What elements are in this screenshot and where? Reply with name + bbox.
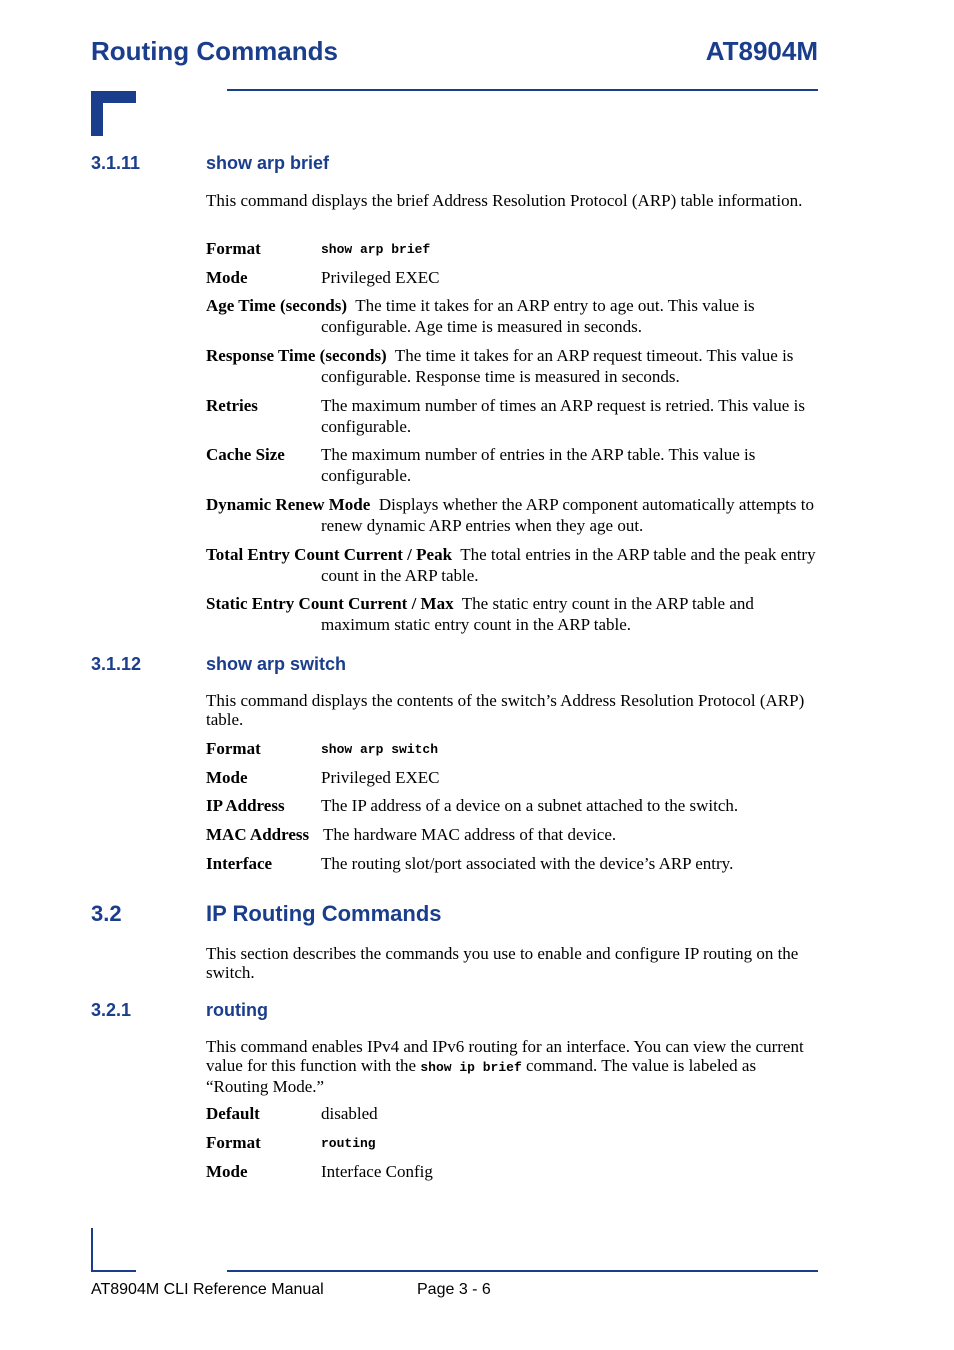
format-row: [206, 238, 818, 259]
def-text: The time it takes for an ARP request timeout. This value is configurable. Response time is measured in seconds.: [321, 346, 794, 386]
mode-label: Mode: [206, 268, 248, 287]
intro-ip-routing: This section describes the commands you use to enable and configure IP routing on the switch.: [206, 944, 799, 982]
footer-corner-mark: [91, 1228, 93, 1272]
row-text: The hardware MAC address of that device.: [323, 825, 617, 844]
format-label: Format: [206, 1133, 261, 1152]
mode-value: Privileged EXEC: [321, 768, 440, 787]
row-text: The routing slot/port associated with the device’s ARP entry.: [321, 854, 734, 873]
row-ip-address: [206, 795, 818, 816]
section-title: IP Routing Commands: [206, 901, 442, 926]
def-age-time: [206, 295, 818, 337]
row-interface: [206, 853, 818, 874]
def-label: Total Entry Count Current / Peak: [206, 545, 453, 564]
def-text: The time it takes for an ARP entry to age out. This value is configurable. Age time is measured in seconds.: [321, 296, 755, 336]
format-label: Format: [206, 739, 261, 758]
footer-rule: [227, 1270, 818, 1272]
default-row: [206, 1103, 818, 1124]
format-value: show arp switch: [321, 742, 439, 757]
default-value: disabled: [321, 1104, 378, 1123]
corner-mark-horizontal: [91, 91, 136, 103]
def-label: Cache Size: [206, 445, 285, 464]
mode-row: [206, 267, 818, 288]
header-product-name: AT8904M: [705, 36, 818, 66]
section-title: routing: [206, 1000, 268, 1020]
format-row: [206, 1132, 818, 1153]
footer-corner-mark-horizontal: [91, 1270, 136, 1272]
def-label: Dynamic Renew Mode: [206, 495, 371, 514]
def-response-time: [206, 345, 818, 387]
intro-routing: [206, 1037, 818, 1096]
header-section-title: Routing Commands: [91, 36, 338, 66]
section-number: 3.1.11: [91, 153, 141, 173]
mode-label: Mode: [206, 1162, 248, 1181]
def-label: Response Time (seconds): [206, 346, 387, 365]
def-total-entry-count: [206, 544, 818, 586]
def-static-entry-count: [206, 593, 818, 635]
intro-text-a: This command enables IPv4 and IPv6 routing for an interface. You can view the current value for this function with the: [206, 1037, 804, 1075]
mode-label: Mode: [206, 768, 248, 787]
mode-row: [206, 1161, 818, 1182]
default-label: Default: [206, 1104, 260, 1123]
footer-manual-title: AT8904M CLI Reference Manual: [91, 1281, 324, 1298]
format-label: Format: [206, 239, 261, 258]
header-rule: [227, 89, 818, 91]
def-label: Static Entry Count Current / Max: [206, 594, 454, 613]
row-label: IP Address: [206, 796, 285, 815]
def-label: Retries: [206, 396, 258, 415]
def-text: The total entries in the ARP table and the peak entry count in the ARP table.: [321, 545, 816, 585]
mode-row: [206, 767, 818, 788]
footer-page-number: Page 3 - 6: [417, 1281, 491, 1298]
format-value: show arp brief: [321, 242, 431, 257]
intro-show-arp-switch: This command displays the contents of the switch’s Address Resolution Protocol (ARP) table.: [206, 691, 805, 729]
section-title: show arp switch: [206, 654, 347, 674]
format-value: routing: [321, 1136, 376, 1151]
def-label: Age Time (seconds): [206, 296, 348, 315]
row-mac-address: [206, 824, 818, 845]
intro-text-b: command. The value is labeled as “Routing Mode.”: [206, 1056, 757, 1096]
def-cache-size: [206, 444, 818, 485]
mode-value: Privileged EXEC: [321, 268, 440, 287]
def-retries: [206, 395, 818, 436]
section-number: 3.2.1: [91, 1000, 132, 1020]
inline-command: show ip brief: [420, 1060, 522, 1075]
mode-value: Interface Config: [321, 1162, 433, 1181]
def-text: The maximum number of times an ARP request is retried. This value is configurable.: [321, 396, 805, 436]
def-dynamic-renew-mode: [206, 494, 818, 536]
section-number: 3.1.12: [91, 654, 142, 674]
section-title: show arp brief: [206, 153, 330, 173]
row-label: Interface: [206, 854, 273, 873]
def-text: The maximum number of entries in the ARP table. This value is configurable.: [321, 445, 756, 485]
section-number: 3.2: [91, 901, 122, 926]
row-label: MAC Address: [206, 825, 310, 844]
def-text: The static entry count in the ARP table and maximum static entry count in the ARP table.: [321, 594, 754, 634]
intro-show-arp-brief: This command displays the brief Address Resolution Protocol (ARP) table information.: [206, 191, 803, 210]
format-row: [206, 738, 818, 759]
row-text: The IP address of a device on a subnet attached to the switch.: [321, 796, 739, 815]
def-text: Displays whether the ARP component automatically attempts to renew dynamic ARP entries when they age out.: [321, 495, 814, 535]
